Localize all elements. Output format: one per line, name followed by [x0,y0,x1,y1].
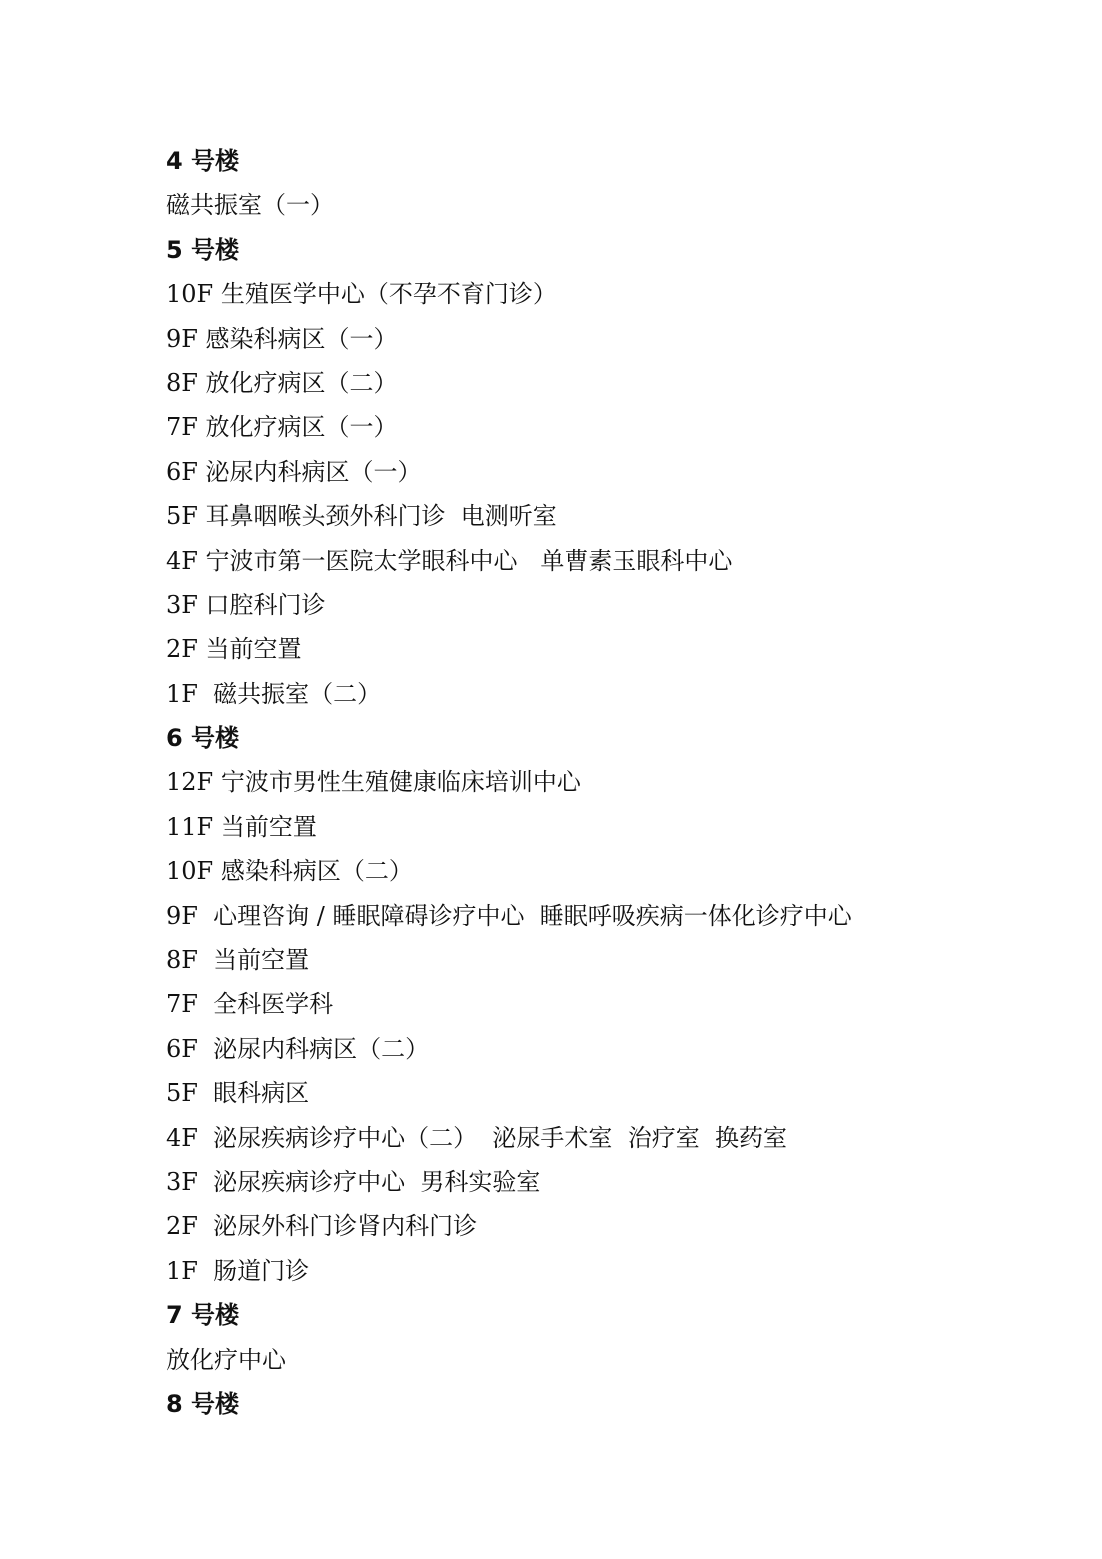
building-heading: 6 号楼 [166,724,240,753]
building-heading: 8 号楼 [166,1389,240,1418]
floor-entry: 1F 磁共振室（二） [166,679,382,708]
floor-entry: 10F 生殖医学中心（不孕不育门诊） [166,280,557,309]
building-heading: 5 号楼 [166,235,240,264]
floor-entry: 6F 泌尿内科病区（一） [166,457,422,486]
floor-entry: 11F 当前空置 [166,812,317,841]
floor-entry: 8F 当前空置 [166,946,310,975]
floor-entry: 磁共振室（一） [166,191,334,220]
floor-entry: 12F 宁波市男性生殖健康临床培训中心 [166,768,581,797]
floor-entry: 3F 泌尿疾病诊疗中心 男科实验室 [166,1167,541,1196]
floor-entry: 4F 宁波市第一医院太学眼科中心 单曹素玉眼科中心 [166,546,733,575]
floor-entry: 10F 感染科病区（二） [166,857,413,886]
floor-entry: 4F 泌尿疾病诊疗中心（二） 泌尿手术室 治疗室 换药室 [166,1123,787,1152]
floor-entry: 5F 耳鼻咽喉头颈外科门诊 电测听室 [166,502,557,531]
floor-entry: 9F 心理咨询 / 睡眠障碍诊疗中心 睡眠呼吸疾病一体化诊疗中心 [166,901,852,930]
floor-entry: 9F 感染科病区（一） [166,324,398,353]
floor-entry: 2F 泌尿外科门诊肾内科门诊 [166,1212,478,1241]
floor-entry: 1F 肠道门诊 [166,1256,310,1285]
floor-entry: 6F 泌尿内科病区（二） [166,1034,430,1063]
floor-entry: 2F 当前空置 [166,635,302,664]
building-heading: 4 号楼 [166,147,240,175]
floor-entry: 8F 放化疗病区（二） [166,368,398,397]
building-heading: 7 号楼 [166,1301,240,1330]
floor-entry: 3F 口腔科门诊 [166,590,326,619]
floor-entry: 7F 放化疗病区（一） [166,413,398,442]
floor-entry: 放化疗中心 [166,1345,286,1374]
floor-entry: 5F 眼科病区 [166,1079,310,1108]
floor-entry: 7F 全科医学科 [166,990,334,1019]
document-page [166,139,1046,1426]
